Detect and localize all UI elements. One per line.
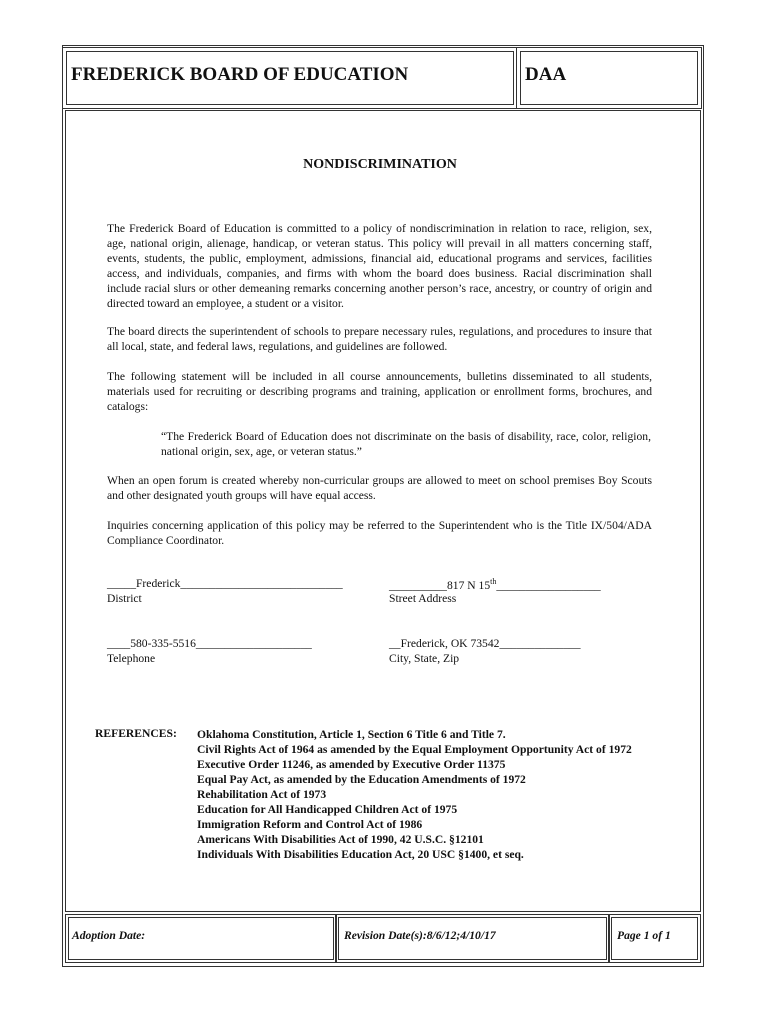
- policy-title: NONDISCRIMINATION: [303, 157, 457, 172]
- city-state-zip-value: __Frederick, OK 73542______________: [389, 637, 581, 650]
- telephone-label: Telephone: [107, 652, 156, 665]
- footer-revision-cell: [335, 914, 610, 963]
- revision-dates: Revision Date(s):8/6/12;4/10/17: [344, 929, 496, 942]
- reference-item: Immigration Reform and Control Act of 1986: [197, 818, 423, 831]
- references-label: REFERENCES:: [95, 727, 177, 740]
- street-address-label: Street Address: [389, 592, 457, 605]
- reference-item: Equal Pay Act, as amended by the Education Amendments of 1972: [197, 773, 526, 786]
- page-number: Page 1 of 1: [617, 929, 671, 942]
- reference-item: Rehabilitation Act of 1973: [197, 788, 327, 801]
- district-value: _____Frederick____________________________: [107, 577, 343, 590]
- paragraph-policy-statement: The Frederick Board of Education is committed to a policy of nondiscrimination in relation to race, religion, sex, age, national origin, alienage, handicap, or veteran status. This policy will prevail in all matters concerning staff, events, students, the public, employment, admissions, financial aid, educational programs and services, facilities access, and individuals, companies, and firms with whom the board does business. Racial discrimination shall include racial slurs or other demeaning remarks concerning another person’s race, ancestry, or country of origin and directed toward an employee, a student or a visitor.: [107, 222, 652, 310]
- nondiscrimination-quote: “The Frederick Board of Education does not discriminate on the basis of disability, race, color, religion, national origin, sex, age, or veteran status.”: [161, 430, 651, 458]
- footer-page-cell: [608, 914, 701, 963]
- telephone-value: ____580-335-5516____________________: [107, 637, 312, 650]
- header-code-box: [516, 47, 702, 109]
- district-label: District: [107, 592, 142, 605]
- reference-item: Americans With Disabilities Act of 1990, 42 U.S.C. §12101: [197, 833, 484, 846]
- reference-item: Executive Order 11246, as amended by Executive Order 11375: [197, 758, 506, 771]
- organization-title: FREDERICK BOARD OF EDUCATION: [71, 64, 409, 85]
- paragraph-inclusion-statement: The following statement will be included in all course announcements, bulletins disseminated to all students, materials used for recruiting or describing programs and training, application or enrollment forms, brochures, and catalogs:: [107, 370, 652, 413]
- paragraph-inquiries: Inquiries concerning application of this policy may be referred to the Superintendent who is the Title IX/504/ADA Compliance Coordinator.: [107, 519, 652, 547]
- reference-item: Oklahoma Constitution, Article 1, Section 6 Title 6 and Title 7.: [197, 728, 506, 741]
- reference-item: Individuals With Disabilities Education Act, 20 USC §1400, et seq.: [197, 848, 524, 861]
- references-list: [197, 727, 632, 862]
- adoption-date-label: Adoption Date:: [72, 929, 146, 942]
- policy-code: DAA: [525, 64, 567, 85]
- header-organization-box: [62, 47, 518, 109]
- paragraph-superintendent-directive: The board directs the superintendent of schools to prepare necessary rules, regulations, and procedures to insure that all local, state, and federal laws, regulations, and guidelines are followed.: [107, 325, 652, 353]
- reference-item: Education for All Handicapped Children Act of 1975: [197, 803, 458, 816]
- paragraph-open-forum: When an open forum is created whereby non-curricular groups are allowed to meet on school premises Boy Scouts and other designated youth groups will have equal access.: [107, 474, 652, 502]
- footer-adoption-cell: [65, 914, 337, 963]
- city-state-zip-label: City, State, Zip: [389, 652, 460, 665]
- street-address-value: __________817 N 15th__________________: [389, 577, 601, 592]
- reference-item: Civil Rights Act of 1964 as amended by the Equal Employment Opportunity Act of 1972: [197, 743, 632, 756]
